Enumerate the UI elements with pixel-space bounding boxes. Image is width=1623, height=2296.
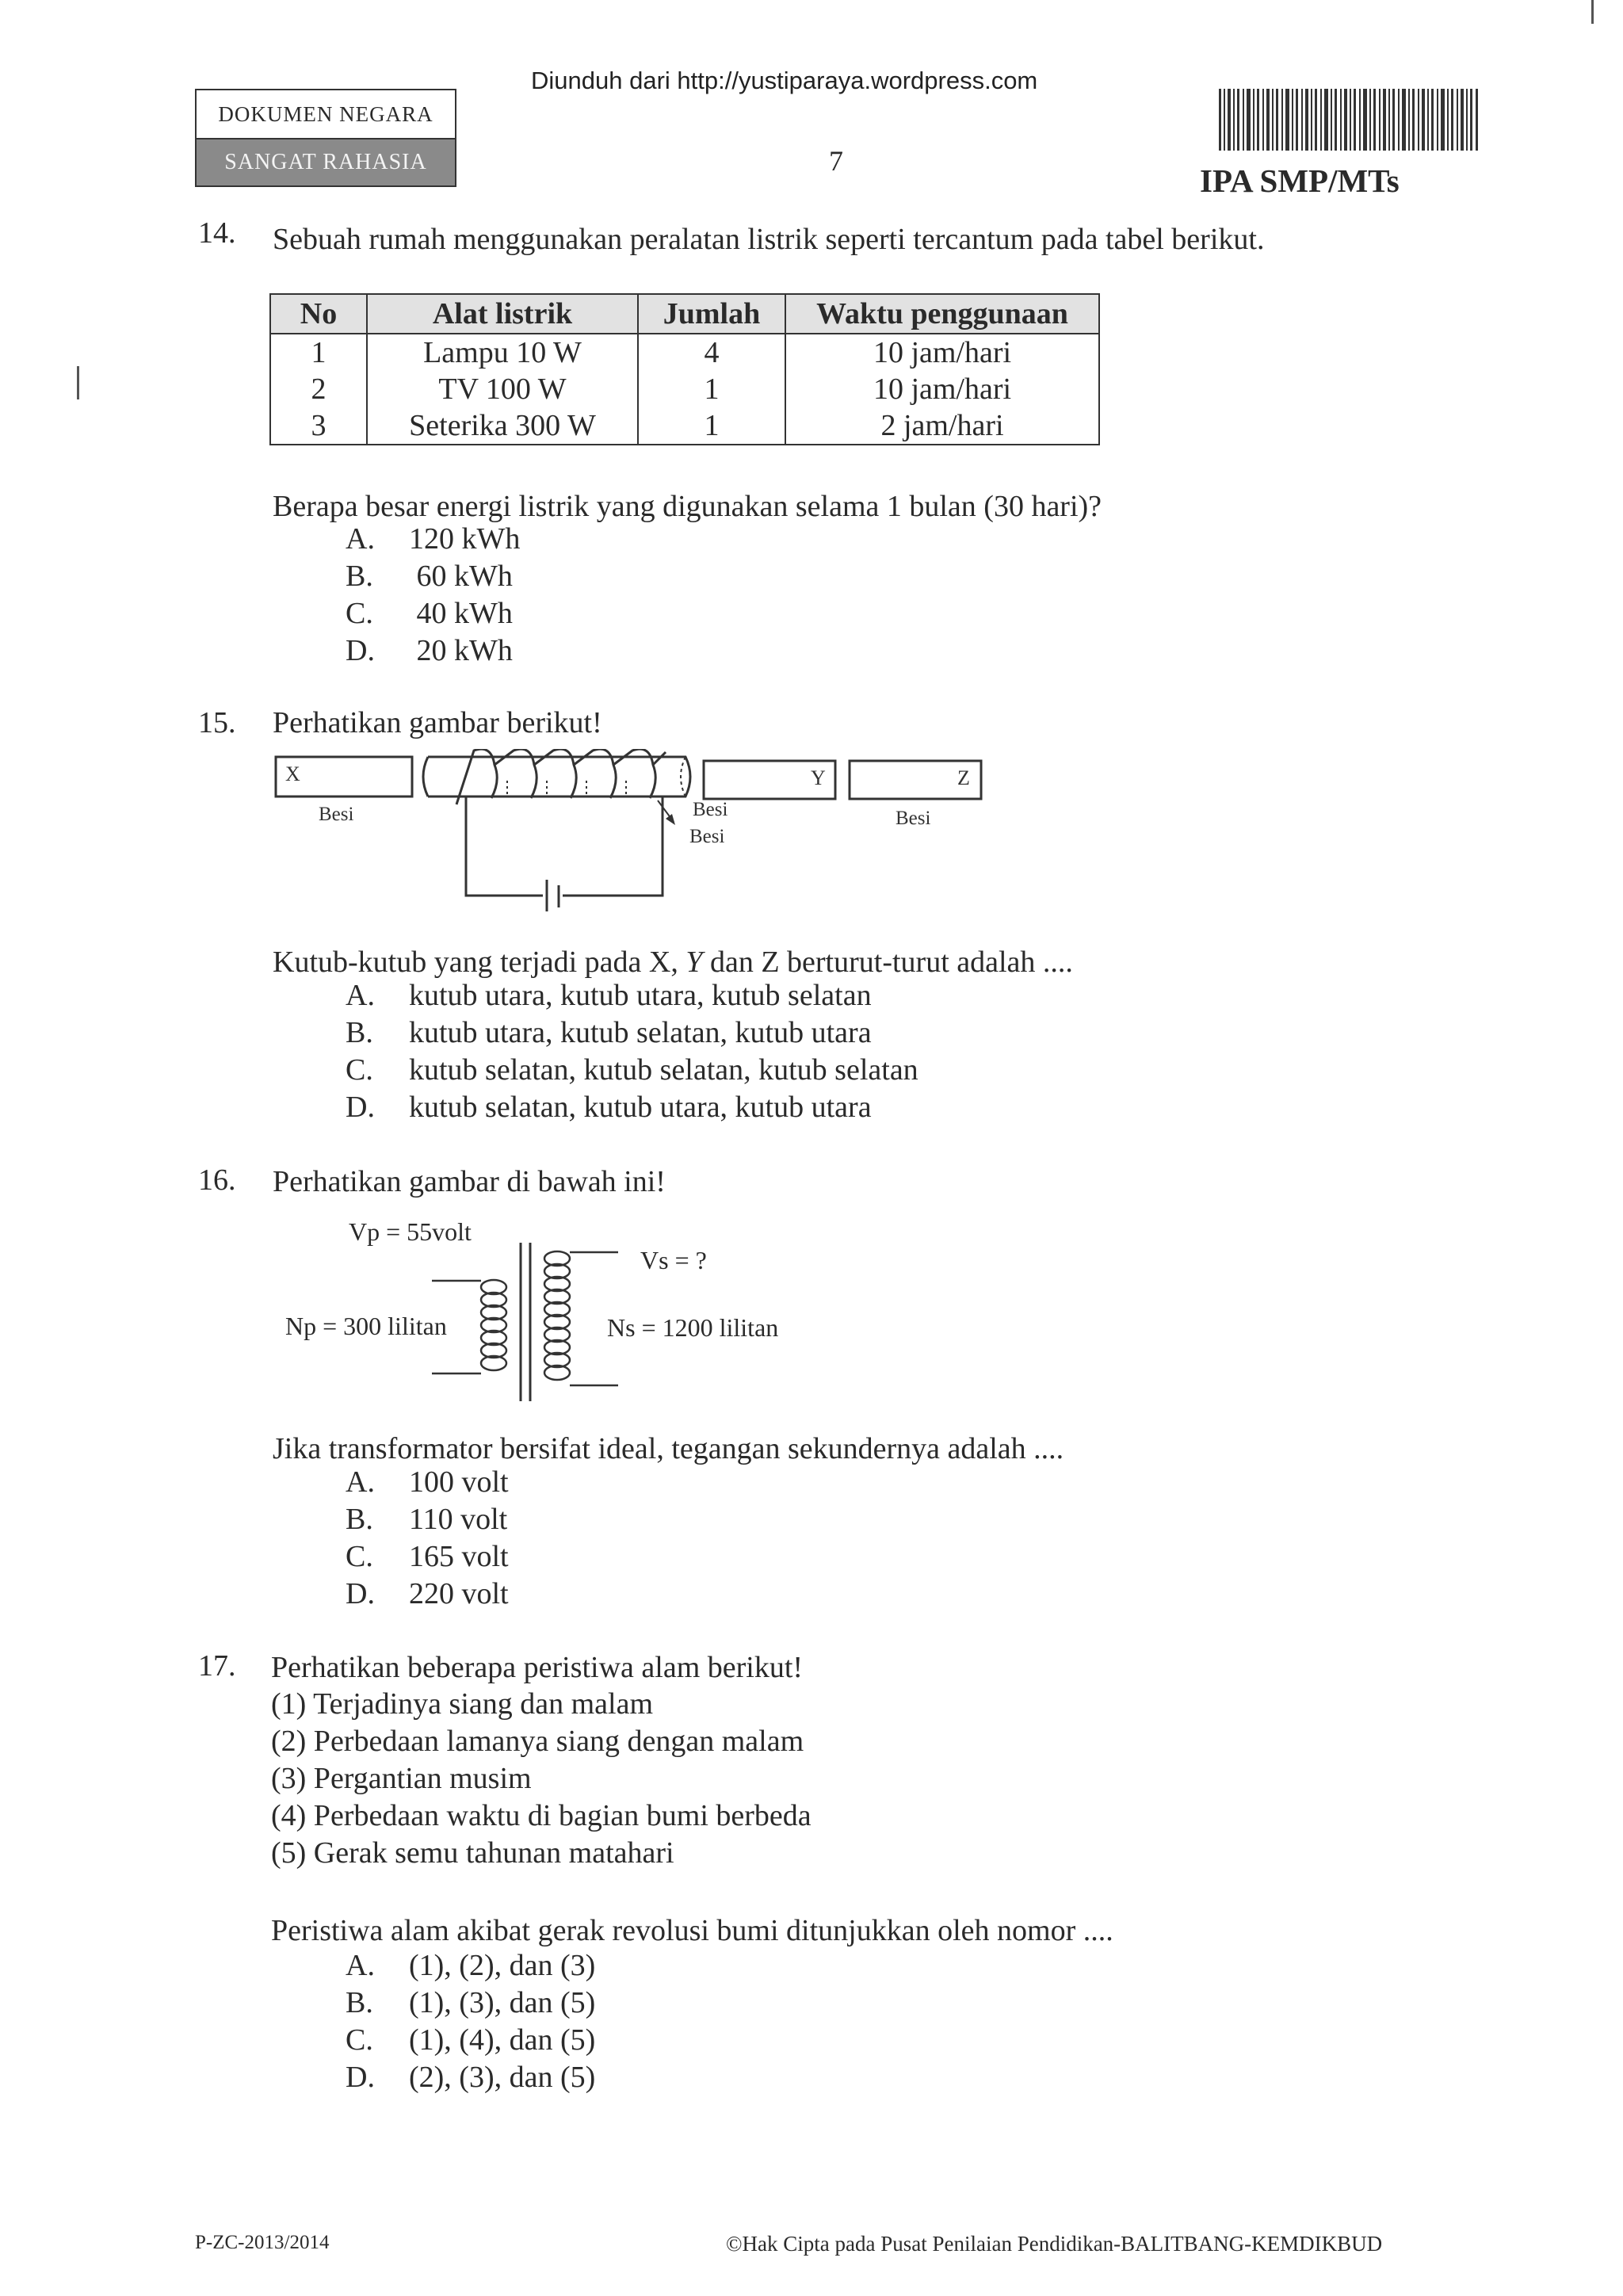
circuit-wire-left <box>466 797 543 896</box>
question-15-prompt: Kutub-kutub yang terjadi pada X, Y dan Z berturut-turut adalah .... <box>273 946 1073 979</box>
table-cell: 10 jam/hari <box>785 334 1099 371</box>
event-item: (3) Pergantian musim <box>271 1762 532 1795</box>
table-row <box>270 407 1099 445</box>
table-cell: Seterika 300 W <box>367 407 638 445</box>
table-header-no: No <box>270 294 367 334</box>
table-cell: Lampu 10 W <box>367 334 638 371</box>
ns-label: Ns = 1200 lilitan <box>607 1313 779 1342</box>
besi-label: Besi <box>689 826 725 847</box>
table-cell: 2 <box>270 371 367 407</box>
table-row <box>270 371 1099 407</box>
option-a[interactable]: A. 100 volt <box>346 1465 509 1499</box>
table-cell: 1 <box>270 334 367 371</box>
besi-label: Besi <box>693 799 728 820</box>
vp-label: Vp = 55volt <box>349 1217 472 1246</box>
scan-mark <box>1591 0 1594 24</box>
question-15-text: Perhatikan gambar berikut! <box>273 706 602 739</box>
besi-label: Besi <box>896 808 931 829</box>
option-d[interactable]: D. 20 kWh <box>346 634 513 667</box>
table-row <box>270 334 1099 371</box>
table-cell: 1 <box>638 371 785 407</box>
table-cell: 4 <box>638 334 785 371</box>
option-a[interactable]: A. kutub utara, kutub utara, kutub selatan <box>346 979 872 1012</box>
question-14-number: 14. <box>198 216 236 250</box>
question-17-text: Perhatikan beberapa peristiwa alam berikut! <box>271 1651 804 1684</box>
option-a[interactable]: A. 120 kWh <box>346 522 521 556</box>
option-c[interactable]: C. kutub selatan, kutub selatan, kutub selatan <box>346 1053 918 1087</box>
option-b[interactable]: B. kutub utara, kutub selatan, kutub utara <box>346 1016 872 1049</box>
question-17-prompt: Peristiwa alam akibat gerak revolusi bumi ditunjukkan oleh nomor .... <box>271 1914 1113 1947</box>
primary-coil <box>481 1280 506 1370</box>
table-cell: 1 <box>638 407 785 445</box>
label-x: X <box>285 762 300 785</box>
question-16-text: Perhatikan gambar di bawah ini! <box>273 1165 666 1198</box>
event-item: (5) Gerak semu tahunan matahari <box>271 1836 674 1870</box>
table-header-row <box>270 294 1099 334</box>
question-14-text: Sebuah rumah menggunakan peralatan listrik seperti tercantum pada tabel berikut. <box>273 223 1265 256</box>
secondary-coil <box>544 1251 570 1380</box>
option-d[interactable]: D. 220 volt <box>346 1577 509 1610</box>
doc-label-top: DOKUMEN NEGARA <box>197 90 455 139</box>
option-a[interactable]: A. (1), (2), dan (3) <box>346 1949 596 1982</box>
barcode-image <box>1219 89 1480 152</box>
event-item: (1) Terjadinya siang dan malam <box>271 1687 654 1721</box>
table-header-count: Jumlah <box>638 294 785 334</box>
circuit-wire-right <box>563 797 663 896</box>
question-14-prompt: Berapa besar energi listrik yang digunakan selama 1 bulan (30 hari)? <box>273 490 1102 523</box>
question-15-number: 15. <box>198 706 236 739</box>
table-cell: TV 100 W <box>367 371 638 407</box>
table-cell: 2 jam/hari <box>785 407 1099 445</box>
besi-label: Besi <box>319 804 354 825</box>
label-z: Z <box>957 766 970 789</box>
document-classification-box <box>195 89 456 187</box>
transformer-figure <box>432 1243 638 1401</box>
subject-label: IPA SMP/MTs <box>1200 162 1400 199</box>
option-b[interactable]: B. (1), (3), dan (5) <box>346 1986 596 2019</box>
option-d[interactable]: D. kutub selatan, kutub utara, kutub utara <box>346 1091 872 1124</box>
option-b[interactable]: B. 110 volt <box>346 1503 508 1536</box>
doc-label-bottom: SANGAT RAHASIA <box>197 139 455 185</box>
table-cell: 3 <box>270 407 367 445</box>
event-item: (2) Perbedaan lamanya siang dengan malam <box>271 1725 804 1758</box>
table-header-appliance: Alat listrik <box>367 294 638 334</box>
vs-label: Vs = ? <box>640 1246 707 1274</box>
option-c[interactable]: C. 165 volt <box>346 1540 509 1573</box>
scan-mark <box>77 366 79 399</box>
table-header-usage-time: Waktu penggunaan <box>785 294 1099 334</box>
option-d[interactable]: D. (2), (3), dan (5) <box>346 2061 596 2094</box>
np-label: Np = 300 lilitan <box>285 1312 447 1340</box>
download-source-line: Diunduh dari http://yustiparaya.wordpress.com <box>531 67 1038 94</box>
page-number: 7 <box>829 145 843 177</box>
appliance-table <box>269 293 1100 445</box>
question-16-number: 16. <box>198 1163 236 1197</box>
electromagnet-figure <box>269 749 999 939</box>
table-cell: 10 jam/hari <box>785 371 1099 407</box>
option-b[interactable]: B. 60 kWh <box>346 560 513 593</box>
event-item: (4) Perbedaan waktu di bagian bumi berbeda <box>271 1799 812 1832</box>
question-16-prompt: Jika transformator bersifat ideal, tegangan sekundernya adalah .... <box>273 1432 1064 1465</box>
exam-code: P-ZC-2013/2014 <box>195 2232 330 2253</box>
label-y: Y <box>811 766 826 789</box>
option-c[interactable]: C. 40 kWh <box>346 597 513 630</box>
option-c[interactable]: C. (1), (4), dan (5) <box>346 2023 596 2057</box>
core-left-cap <box>423 757 428 797</box>
copyright-line: ©Hak Cipta pada Pusat Penilaian Pendidikan-BALITBANG-KEMDIKBUD <box>726 2232 1383 2256</box>
iron-core <box>428 757 690 797</box>
question-17-number: 17. <box>198 1649 236 1683</box>
